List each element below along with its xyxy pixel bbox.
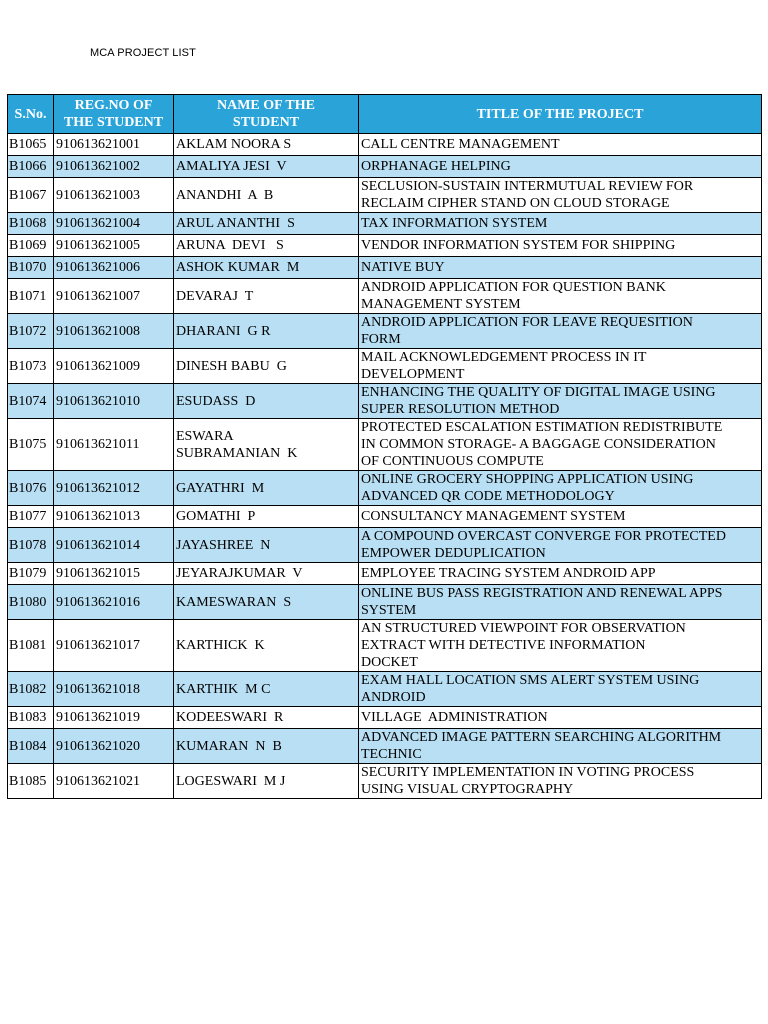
cell-sno: B1082 [8, 672, 54, 707]
table-row [8, 314, 762, 349]
header-sno: S.No. [8, 95, 54, 134]
table-row [8, 585, 762, 620]
cell-sno: B1067 [8, 178, 54, 213]
header-project-title: TITLE OF THE PROJECT [359, 95, 762, 134]
cell-student-name: LOGESWARI M J [174, 764, 359, 799]
cell-reg-no: 910613621003 [54, 178, 174, 213]
cell-project-title: PROTECTED ESCALATION ESTIMATION REDISTRIBUTE IN COMMON STORAGE- A BAGGAGE CONSIDERATION OF CONTINUOUS COMPUTE [359, 419, 762, 471]
cell-student-name: ANANDHI A B [174, 178, 359, 213]
cell-student-name: ARUNA DEVI S [174, 235, 359, 257]
table-row [8, 178, 762, 213]
cell-reg-no: 910613621009 [54, 349, 174, 384]
cell-project-title: ONLINE BUS PASS REGISTRATION AND RENEWAL APPS SYSTEM [359, 585, 762, 620]
cell-project-title: CONSULTANCY MANAGEMENT SYSTEM [359, 506, 762, 528]
cell-reg-no: 910613621016 [54, 585, 174, 620]
cell-sno: B1070 [8, 257, 54, 279]
cell-student-name: GAYATHRI M [174, 471, 359, 506]
cell-project-title: VENDOR INFORMATION SYSTEM FOR SHIPPING [359, 235, 762, 257]
cell-reg-no: 910613621006 [54, 257, 174, 279]
cell-student-name: KAMESWARAN S [174, 585, 359, 620]
cell-project-title: ENHANCING THE QUALITY OF DIGITAL IMAGE USING SUPER RESOLUTION METHOD [359, 384, 762, 419]
cell-student-name: DHARANI G R [174, 314, 359, 349]
cell-student-name: AMALIYA JESI V [174, 156, 359, 178]
cell-reg-no: 910613621007 [54, 279, 174, 314]
cell-project-title: ADVANCED IMAGE PATTERN SEARCHING ALGORITHM TECHNIC [359, 729, 762, 764]
header-student-name: NAME OF THE STUDENT [174, 95, 359, 134]
cell-project-title: AN STRUCTURED VIEWPOINT FOR OBSERVATION EXTRACT WITH DETECTIVE INFORMATION DOCKET [359, 620, 762, 672]
cell-reg-no: 910613621012 [54, 471, 174, 506]
table-row [8, 707, 762, 729]
table-row [8, 134, 762, 156]
cell-sno: B1072 [8, 314, 54, 349]
cell-project-title: ONLINE GROCERY SHOPPING APPLICATION USING ADVANCED QR CODE METHODOLOGY [359, 471, 762, 506]
cell-reg-no: 910613621002 [54, 156, 174, 178]
table-row [8, 563, 762, 585]
table-row [8, 349, 762, 384]
table-row [8, 672, 762, 707]
table-row [8, 528, 762, 563]
cell-sno: B1079 [8, 563, 54, 585]
cell-reg-no: 910613621011 [54, 419, 174, 471]
cell-project-title: VILLAGE ADMINISTRATION [359, 707, 762, 729]
cell-project-title: SECURITY IMPLEMENTATION IN VOTING PROCESS USING VISUAL CRYPTOGRAPHY [359, 764, 762, 799]
cell-reg-no: 910613621015 [54, 563, 174, 585]
cell-project-title: ORPHANAGE HELPING [359, 156, 762, 178]
table-row [8, 764, 762, 799]
cell-project-title: TAX INFORMATION SYSTEM [359, 213, 762, 235]
cell-sno: B1066 [8, 156, 54, 178]
cell-sno: B1076 [8, 471, 54, 506]
cell-sno: B1078 [8, 528, 54, 563]
cell-project-title: CALL CENTRE MANAGEMENT [359, 134, 762, 156]
cell-sno: B1073 [8, 349, 54, 384]
table-row [8, 257, 762, 279]
cell-student-name: GOMATHI P [174, 506, 359, 528]
table-row [8, 235, 762, 257]
cell-sno: B1081 [8, 620, 54, 672]
cell-student-name: AKLAM NOORA S [174, 134, 359, 156]
cell-student-name: KODEESWARI R [174, 707, 359, 729]
cell-sno: B1075 [8, 419, 54, 471]
cell-sno: B1068 [8, 213, 54, 235]
cell-student-name: KUMARAN N B [174, 729, 359, 764]
cell-student-name: DEVARAJ T [174, 279, 359, 314]
cell-sno: B1077 [8, 506, 54, 528]
cell-reg-no: 910613621008 [54, 314, 174, 349]
cell-reg-no: 910613621019 [54, 707, 174, 729]
cell-project-title: ANDROID APPLICATION FOR LEAVE REQUESITION FORM [359, 314, 762, 349]
cell-project-title: A COMPOUND OVERCAST CONVERGE FOR PROTECTED EMPOWER DEDUPLICATION [359, 528, 762, 563]
project-table [7, 94, 762, 799]
cell-student-name: DINESH BABU G [174, 349, 359, 384]
table-row [8, 384, 762, 419]
cell-sno: B1080 [8, 585, 54, 620]
cell-student-name: ARUL ANANTHI S [174, 213, 359, 235]
cell-student-name: JAYASHREE N [174, 528, 359, 563]
cell-student-name: KARTHICK K [174, 620, 359, 672]
cell-reg-no: 910613621014 [54, 528, 174, 563]
cell-project-title: ANDROID APPLICATION FOR QUESTION BANK MANAGEMENT SYSTEM [359, 279, 762, 314]
cell-reg-no: 910613621005 [54, 235, 174, 257]
page-title: MCA PROJECT LIST [90, 47, 196, 59]
cell-project-title: EXAM HALL LOCATION SMS ALERT SYSTEM USING ANDROID [359, 672, 762, 707]
cell-reg-no: 910613621018 [54, 672, 174, 707]
table-row [8, 729, 762, 764]
cell-student-name: JEYARAJKUMAR V [174, 563, 359, 585]
table-header-row [8, 95, 762, 134]
cell-reg-no: 910613621001 [54, 134, 174, 156]
cell-student-name: ESUDASS D [174, 384, 359, 419]
table-row [8, 620, 762, 672]
table-row [8, 419, 762, 471]
cell-sno: B1083 [8, 707, 54, 729]
cell-sno: B1085 [8, 764, 54, 799]
table-row [8, 156, 762, 178]
cell-student-name: ESWARA SUBRAMANIAN K [174, 419, 359, 471]
table-row [8, 471, 762, 506]
cell-reg-no: 910613621020 [54, 729, 174, 764]
cell-student-name: KARTHIK M C [174, 672, 359, 707]
cell-reg-no: 910613621017 [54, 620, 174, 672]
cell-sno: B1069 [8, 235, 54, 257]
cell-reg-no: 910613621004 [54, 213, 174, 235]
cell-project-title: MAIL ACKNOWLEDGEMENT PROCESS IN IT DEVELOPMENT [359, 349, 762, 384]
cell-reg-no: 910613621021 [54, 764, 174, 799]
cell-reg-no: 910613621010 [54, 384, 174, 419]
cell-sno: B1074 [8, 384, 54, 419]
cell-project-title: SECLUSION-SUSTAIN INTERMUTUAL REVIEW FOR RECLAIM CIPHER STAND ON CLOUD STORAGE [359, 178, 762, 213]
cell-student-name: ASHOK KUMAR M [174, 257, 359, 279]
cell-project-title: EMPLOYEE TRACING SYSTEM ANDROID APP [359, 563, 762, 585]
cell-sno: B1065 [8, 134, 54, 156]
table-row [8, 506, 762, 528]
cell-reg-no: 910613621013 [54, 506, 174, 528]
cell-sno: B1071 [8, 279, 54, 314]
cell-project-title: NATIVE BUY [359, 257, 762, 279]
cell-sno: B1084 [8, 729, 54, 764]
table-row [8, 279, 762, 314]
header-reg-no: REG.NO OF THE STUDENT [54, 95, 174, 134]
table-row [8, 213, 762, 235]
